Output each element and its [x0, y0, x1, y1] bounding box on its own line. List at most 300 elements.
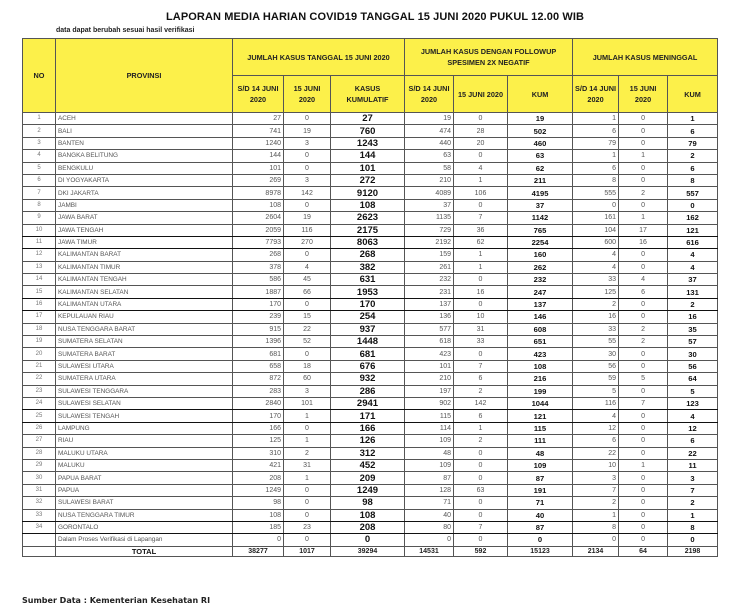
row-kasus-sd: 586 — [233, 274, 284, 286]
row-provinsi: JAWA TIMUR — [56, 236, 233, 248]
row-sembuh-kum: 63 — [508, 150, 573, 162]
row-provinsi: SULAWESI TENGAH — [56, 410, 233, 422]
row-meninggal-kum: 56 — [668, 360, 718, 372]
row-sembuh-kum: 460 — [508, 137, 573, 149]
row-meninggal-kum: 6 — [668, 125, 718, 137]
row-kasus-hari: 0 — [284, 534, 331, 546]
row-kasus-kum: 937 — [331, 323, 405, 335]
row-meninggal-hari: 7 — [619, 397, 668, 409]
table-row — [23, 236, 718, 248]
row-provinsi: BENGKULU — [56, 162, 233, 174]
row-meninggal-sd: 0 — [573, 199, 619, 211]
row-sembuh-hari: 62 — [454, 236, 508, 248]
row-meninggal-sd: 1 — [573, 509, 619, 521]
row-kasus-kum: 27 — [331, 113, 405, 125]
row-kasus-sd: 144 — [233, 150, 284, 162]
row-meninggal-hari: 17 — [619, 224, 668, 236]
row-kasus-hari: 3 — [284, 174, 331, 186]
table-row — [23, 509, 718, 521]
header-group-kasus: JUMLAH KASUS TANGGAL 15 JUNI 2020 — [233, 39, 405, 76]
row-kasus-hari: 60 — [284, 373, 331, 385]
row-meninggal-kum: 30 — [668, 348, 718, 360]
row-provinsi: KEPULAUAN RIAU — [56, 311, 233, 323]
row-provinsi: Dalam Proses Verifikasi di Lapangan — [56, 534, 233, 546]
row-sembuh-hari: 4 — [454, 162, 508, 174]
row-meninggal-sd: 125 — [573, 286, 619, 298]
row-provinsi: SULAWESI UTARA — [56, 360, 233, 372]
row-no: 30 — [23, 472, 56, 484]
row-meninggal-kum: 557 — [668, 187, 718, 199]
row-meninggal-hari: 0 — [619, 311, 668, 323]
table-row — [23, 336, 718, 348]
row-kasus-hari: 0 — [284, 150, 331, 162]
row-meninggal-sd: 79 — [573, 137, 619, 149]
row-sembuh-hari: 0 — [454, 509, 508, 521]
total-sembuh-kum: 15123 — [508, 546, 573, 556]
row-sembuh-sd: 40 — [405, 509, 454, 521]
row-meninggal-kum: 79 — [668, 137, 718, 149]
row-meninggal-hari: 0 — [619, 298, 668, 310]
row-kasus-kum: 932 — [331, 373, 405, 385]
row-meninggal-sd: 10 — [573, 459, 619, 471]
row-sembuh-kum: 1142 — [508, 212, 573, 224]
total-kasus-sd: 38277 — [233, 546, 284, 556]
row-meninggal-kum: 0 — [668, 534, 718, 546]
row-no: 12 — [23, 249, 56, 261]
row-meninggal-hari: 0 — [619, 199, 668, 211]
row-sembuh-hari: 1 — [454, 249, 508, 261]
row-sembuh-sd: 101 — [405, 360, 454, 372]
row-no: 23 — [23, 385, 56, 397]
row-sembuh-kum: 211 — [508, 174, 573, 186]
row-sembuh-kum: 137 — [508, 298, 573, 310]
row-meninggal-hari: 0 — [619, 162, 668, 174]
row-meninggal-hari: 1 — [619, 459, 668, 471]
table-row — [23, 459, 718, 471]
row-sembuh-sd: 210 — [405, 373, 454, 385]
row-meninggal-sd: 116 — [573, 397, 619, 409]
row-kasus-hari: 19 — [284, 212, 331, 224]
row-sembuh-kum: 4195 — [508, 187, 573, 199]
row-meninggal-hari: 1 — [619, 150, 668, 162]
row-meninggal-hari: 0 — [619, 174, 668, 186]
header-meninggal-hari: 15 JUNI 2020 — [619, 76, 668, 113]
row-sembuh-hari: 0 — [454, 274, 508, 286]
row-sembuh-sd: 128 — [405, 484, 454, 496]
row-sembuh-sd: 261 — [405, 261, 454, 273]
header-meninggal-sd: S/D 14 JUNI 2020 — [573, 76, 619, 113]
row-kasus-kum: 108 — [331, 199, 405, 211]
row-kasus-sd: 7793 — [233, 236, 284, 248]
row-provinsi: SUMATERA UTARA — [56, 373, 233, 385]
row-no: 29 — [23, 459, 56, 471]
row-kasus-kum: 171 — [331, 410, 405, 422]
row-no: 2 — [23, 125, 56, 137]
table-row — [23, 484, 718, 496]
row-kasus-kum: 9120 — [331, 187, 405, 199]
row-meninggal-sd: 4 — [573, 261, 619, 273]
row-no: 13 — [23, 261, 56, 273]
row-meninggal-hari: 0 — [619, 125, 668, 137]
table-row — [23, 187, 718, 199]
row-sembuh-sd: 48 — [405, 447, 454, 459]
row-sembuh-hari: 10 — [454, 311, 508, 323]
row-sembuh-sd: 109 — [405, 435, 454, 447]
row-meninggal-kum: 8 — [668, 174, 718, 186]
row-meninggal-sd: 0 — [573, 534, 619, 546]
row-sembuh-sd: 137 — [405, 298, 454, 310]
row-no: 10 — [23, 224, 56, 236]
header-sembuh-hari: 15 JUNI 2020 — [454, 76, 508, 113]
row-sembuh-sd: 109 — [405, 459, 454, 471]
row-kasus-hari: 3 — [284, 137, 331, 149]
row-no: 27 — [23, 435, 56, 447]
table-row — [23, 348, 718, 360]
total-sembuh-hari: 592 — [454, 546, 508, 556]
table-row — [23, 298, 718, 310]
row-meninggal-sd: 3 — [573, 472, 619, 484]
row-sembuh-kum: 502 — [508, 125, 573, 137]
row-kasus-kum: 2941 — [331, 397, 405, 409]
table-row — [23, 249, 718, 261]
row-kasus-sd: 421 — [233, 459, 284, 471]
row-no: 18 — [23, 323, 56, 335]
row-sembuh-sd: 1135 — [405, 212, 454, 224]
row-kasus-sd: 98 — [233, 497, 284, 509]
row-kasus-kum: 170 — [331, 298, 405, 310]
row-kasus-sd: 27 — [233, 113, 284, 125]
row-provinsi: KALIMANTAN UTARA — [56, 298, 233, 310]
total-meninggal-kum: 2198 — [668, 546, 718, 556]
row-no: 28 — [23, 447, 56, 459]
row-provinsi: JAMBI — [56, 199, 233, 211]
row-meninggal-kum: 16 — [668, 311, 718, 323]
table-row — [23, 397, 718, 409]
table-row — [23, 125, 718, 137]
row-kasus-kum: 631 — [331, 274, 405, 286]
row-meninggal-kum: 12 — [668, 422, 718, 434]
row-sembuh-sd: 902 — [405, 397, 454, 409]
row-kasus-kum: 676 — [331, 360, 405, 372]
row-sembuh-hari: 1 — [454, 174, 508, 186]
row-provinsi: MALUKU UTARA — [56, 447, 233, 459]
row-sembuh-kum: 71 — [508, 497, 573, 509]
row-provinsi: BANGKA BELITUNG — [56, 150, 233, 162]
table-row — [23, 150, 718, 162]
row-kasus-kum: 1448 — [331, 336, 405, 348]
row-kasus-kum: 208 — [331, 521, 405, 533]
row-kasus-kum: 1249 — [331, 484, 405, 496]
row-meninggal-hari: 2 — [619, 323, 668, 335]
header-kasus-sd: S/D 14 JUNI 2020 — [233, 76, 284, 113]
row-kasus-kum: 209 — [331, 472, 405, 484]
table-row — [23, 311, 718, 323]
row-kasus-hari: 18 — [284, 360, 331, 372]
row-provinsi: DKI JAKARTA — [56, 187, 233, 199]
row-sembuh-kum: 191 — [508, 484, 573, 496]
row-kasus-sd: 741 — [233, 125, 284, 137]
table-row — [23, 274, 718, 286]
data-source: Sumber Data : Kementerian Kesehatan RI — [22, 596, 211, 605]
row-meninggal-sd: 59 — [573, 373, 619, 385]
row-kasus-hari: 1 — [284, 410, 331, 422]
row-sembuh-sd: 58 — [405, 162, 454, 174]
row-meninggal-sd: 8 — [573, 521, 619, 533]
row-meninggal-kum: 131 — [668, 286, 718, 298]
row-sembuh-hari: 0 — [454, 150, 508, 162]
total-kasus-hari: 1017 — [284, 546, 331, 556]
row-sembuh-kum: 109 — [508, 459, 573, 471]
row-meninggal-hari: 0 — [619, 509, 668, 521]
total-no — [23, 546, 56, 556]
table-row — [23, 323, 718, 335]
row-kasus-sd: 283 — [233, 385, 284, 397]
row-sembuh-hari: 7 — [454, 212, 508, 224]
row-sembuh-hari: 31 — [454, 323, 508, 335]
table-row — [23, 174, 718, 186]
row-provinsi: GORONTALO — [56, 521, 233, 533]
row-kasus-hari: 270 — [284, 236, 331, 248]
row-sembuh-hari: 1 — [454, 422, 508, 434]
row-sembuh-hari: 20 — [454, 137, 508, 149]
row-sembuh-kum: 651 — [508, 336, 573, 348]
row-sembuh-hari: 142 — [454, 397, 508, 409]
table-row — [23, 521, 718, 533]
row-sembuh-sd: 63 — [405, 150, 454, 162]
row-provinsi: SUMATERA BARAT — [56, 348, 233, 360]
row-meninggal-hari: 16 — [619, 236, 668, 248]
row-sembuh-sd: 729 — [405, 224, 454, 236]
row-sembuh-kum: 0 — [508, 534, 573, 546]
row-sembuh-kum: 37 — [508, 199, 573, 211]
row-kasus-hari: 0 — [284, 509, 331, 521]
row-meninggal-kum: 3 — [668, 472, 718, 484]
table-row — [23, 385, 718, 397]
row-meninggal-hari: 4 — [619, 274, 668, 286]
total-meninggal-hari: 64 — [619, 546, 668, 556]
row-kasus-hari: 1 — [284, 435, 331, 447]
total-row — [23, 546, 718, 556]
row-meninggal-kum: 4 — [668, 261, 718, 273]
row-kasus-hari: 2 — [284, 447, 331, 459]
row-kasus-sd: 658 — [233, 360, 284, 372]
row-provinsi: NUSA TENGGARA TIMUR — [56, 509, 233, 521]
row-sembuh-sd: 19 — [405, 113, 454, 125]
row-sembuh-sd: 115 — [405, 410, 454, 422]
row-no: 15 — [23, 286, 56, 298]
row-kasus-kum: 1953 — [331, 286, 405, 298]
row-meninggal-kum: 1 — [668, 113, 718, 125]
report-title: LAPORAN MEDIA HARIAN COVID19 TANGGAL 15 JUNI 2020 PUKUL 12.00 WIB — [165, 11, 585, 23]
row-no: 22 — [23, 373, 56, 385]
row-no: 24 — [23, 397, 56, 409]
row-no: 7 — [23, 187, 56, 199]
row-meninggal-sd: 5 — [573, 385, 619, 397]
row-meninggal-sd: 8 — [573, 174, 619, 186]
row-meninggal-kum: 64 — [668, 373, 718, 385]
row-provinsi: SUMATERA SELATAN — [56, 336, 233, 348]
row-meninggal-hari: 0 — [619, 521, 668, 533]
row-sembuh-sd: 577 — [405, 323, 454, 335]
row-sembuh-kum: 87 — [508, 521, 573, 533]
row-kasus-kum: 98 — [331, 497, 405, 509]
row-sembuh-hari: 2 — [454, 435, 508, 447]
total-label: TOTAL — [56, 546, 233, 556]
row-kasus-kum: 166 — [331, 422, 405, 434]
row-no: 21 — [23, 360, 56, 372]
row-provinsi: BALI — [56, 125, 233, 137]
row-sembuh-hari: 28 — [454, 125, 508, 137]
row-meninggal-sd: 4 — [573, 249, 619, 261]
row-sembuh-kum: 40 — [508, 509, 573, 521]
row-no: 19 — [23, 336, 56, 348]
row-meninggal-hari: 0 — [619, 360, 668, 372]
table-body — [23, 113, 718, 547]
row-kasus-hari: 142 — [284, 187, 331, 199]
row-meninggal-kum: 57 — [668, 336, 718, 348]
row-sembuh-hari: 0 — [454, 447, 508, 459]
row-kasus-kum: 0 — [331, 534, 405, 546]
row-sembuh-kum: 765 — [508, 224, 573, 236]
row-provinsi: BANTEN — [56, 137, 233, 149]
row-kasus-kum: 8063 — [331, 236, 405, 248]
total-meninggal-sd: 2134 — [573, 546, 619, 556]
row-meninggal-sd: 2 — [573, 298, 619, 310]
row-sembuh-kum: 247 — [508, 286, 573, 298]
table-row — [23, 113, 718, 125]
row-kasus-sd: 208 — [233, 472, 284, 484]
table-row — [23, 212, 718, 224]
row-meninggal-sd: 161 — [573, 212, 619, 224]
row-kasus-sd: 1249 — [233, 484, 284, 496]
row-kasus-kum: 144 — [331, 150, 405, 162]
row-kasus-kum: 2175 — [331, 224, 405, 236]
row-kasus-hari: 0 — [284, 113, 331, 125]
row-sembuh-sd: 423 — [405, 348, 454, 360]
row-meninggal-sd: 33 — [573, 323, 619, 335]
row-sembuh-kum: 121 — [508, 410, 573, 422]
row-provinsi: JAWA TENGAH — [56, 224, 233, 236]
row-kasus-sd: 8978 — [233, 187, 284, 199]
table-row — [23, 534, 718, 546]
row-sembuh-hari: 63 — [454, 484, 508, 496]
row-meninggal-hari: 0 — [619, 447, 668, 459]
row-provinsi: NUSA TENGGARA BARAT — [56, 323, 233, 335]
row-sembuh-sd: 114 — [405, 422, 454, 434]
row-meninggal-sd: 1 — [573, 113, 619, 125]
row-meninggal-kum: 6 — [668, 435, 718, 447]
table-row — [23, 373, 718, 385]
row-sembuh-kum: 232 — [508, 274, 573, 286]
row-kasus-sd: 170 — [233, 410, 284, 422]
row-sembuh-hari: 106 — [454, 187, 508, 199]
row-meninggal-kum: 0 — [668, 199, 718, 211]
table-row — [23, 261, 718, 273]
table-row — [23, 199, 718, 211]
header-kasus-hari: 15 JUNI 2020 — [284, 76, 331, 113]
row-kasus-kum: 312 — [331, 447, 405, 459]
row-sembuh-hari: 0 — [454, 497, 508, 509]
header-provinsi: PROVINSI — [56, 39, 233, 113]
row-sembuh-kum: 1044 — [508, 397, 573, 409]
row-sembuh-sd: 71 — [405, 497, 454, 509]
row-no — [23, 534, 56, 546]
table-row — [23, 472, 718, 484]
row-sembuh-kum: 146 — [508, 311, 573, 323]
row-meninggal-hari: 2 — [619, 187, 668, 199]
row-sembuh-hari: 0 — [454, 472, 508, 484]
row-kasus-sd: 2059 — [233, 224, 284, 236]
row-meninggal-hari: 0 — [619, 422, 668, 434]
header-kasus-kum: KASUS KUMULATIF — [331, 76, 405, 113]
row-kasus-hari: 0 — [284, 298, 331, 310]
row-sembuh-hari: 6 — [454, 410, 508, 422]
row-kasus-hari: 15 — [284, 311, 331, 323]
row-sembuh-kum: 87 — [508, 472, 573, 484]
row-meninggal-kum: 4 — [668, 410, 718, 422]
row-kasus-kum: 382 — [331, 261, 405, 273]
row-kasus-kum: 452 — [331, 459, 405, 471]
row-meninggal-hari: 0 — [619, 348, 668, 360]
row-provinsi: PAPUA — [56, 484, 233, 496]
row-kasus-hari: 23 — [284, 521, 331, 533]
row-no: 16 — [23, 298, 56, 310]
row-kasus-kum: 268 — [331, 249, 405, 261]
row-meninggal-sd: 30 — [573, 348, 619, 360]
row-no: 20 — [23, 348, 56, 360]
row-kasus-hari: 22 — [284, 323, 331, 335]
row-sembuh-sd: 4089 — [405, 187, 454, 199]
row-meninggal-hari: 0 — [619, 137, 668, 149]
row-kasus-hari: 4 — [284, 261, 331, 273]
row-sembuh-hari: 7 — [454, 360, 508, 372]
header-group-meninggal: JUMLAH KASUS MENINGGAL — [573, 39, 718, 76]
row-provinsi: KALIMANTAN BARAT — [56, 249, 233, 261]
row-provinsi: RIAU — [56, 435, 233, 447]
row-meninggal-hari: 0 — [619, 261, 668, 273]
report-subtitle: data dapat berubah sesuai hasil verifikasi — [56, 27, 195, 34]
row-meninggal-kum: 162 — [668, 212, 718, 224]
row-sembuh-kum: 19 — [508, 113, 573, 125]
row-meninggal-hari: 0 — [619, 410, 668, 422]
row-kasus-sd: 681 — [233, 348, 284, 360]
row-meninggal-hari: 1 — [619, 212, 668, 224]
row-no: 1 — [23, 113, 56, 125]
row-sembuh-sd: 80 — [405, 521, 454, 533]
row-meninggal-sd: 600 — [573, 236, 619, 248]
row-meninggal-sd: 555 — [573, 187, 619, 199]
row-kasus-sd: 872 — [233, 373, 284, 385]
row-kasus-hari: 52 — [284, 336, 331, 348]
row-meninggal-sd: 33 — [573, 274, 619, 286]
row-sembuh-hari: 33 — [454, 336, 508, 348]
row-sembuh-hari: 0 — [454, 534, 508, 546]
header-group-sembuh: JUMLAH KASUS DENGAN FOLLOWUP SPESIMEN 2X NEGATIF — [405, 39, 573, 76]
row-meninggal-hari: 0 — [619, 249, 668, 261]
row-kasus-sd: 239 — [233, 311, 284, 323]
row-sembuh-sd: 2192 — [405, 236, 454, 248]
covid-report-table — [22, 38, 718, 557]
row-meninggal-hari: 6 — [619, 286, 668, 298]
row-sembuh-hari: 6 — [454, 373, 508, 385]
row-no: 14 — [23, 274, 56, 286]
row-meninggal-sd: 7 — [573, 484, 619, 496]
row-meninggal-hari: 0 — [619, 472, 668, 484]
row-meninggal-hari: 0 — [619, 435, 668, 447]
row-meninggal-sd: 12 — [573, 422, 619, 434]
row-provinsi: PAPUA BARAT — [56, 472, 233, 484]
table-row — [23, 286, 718, 298]
